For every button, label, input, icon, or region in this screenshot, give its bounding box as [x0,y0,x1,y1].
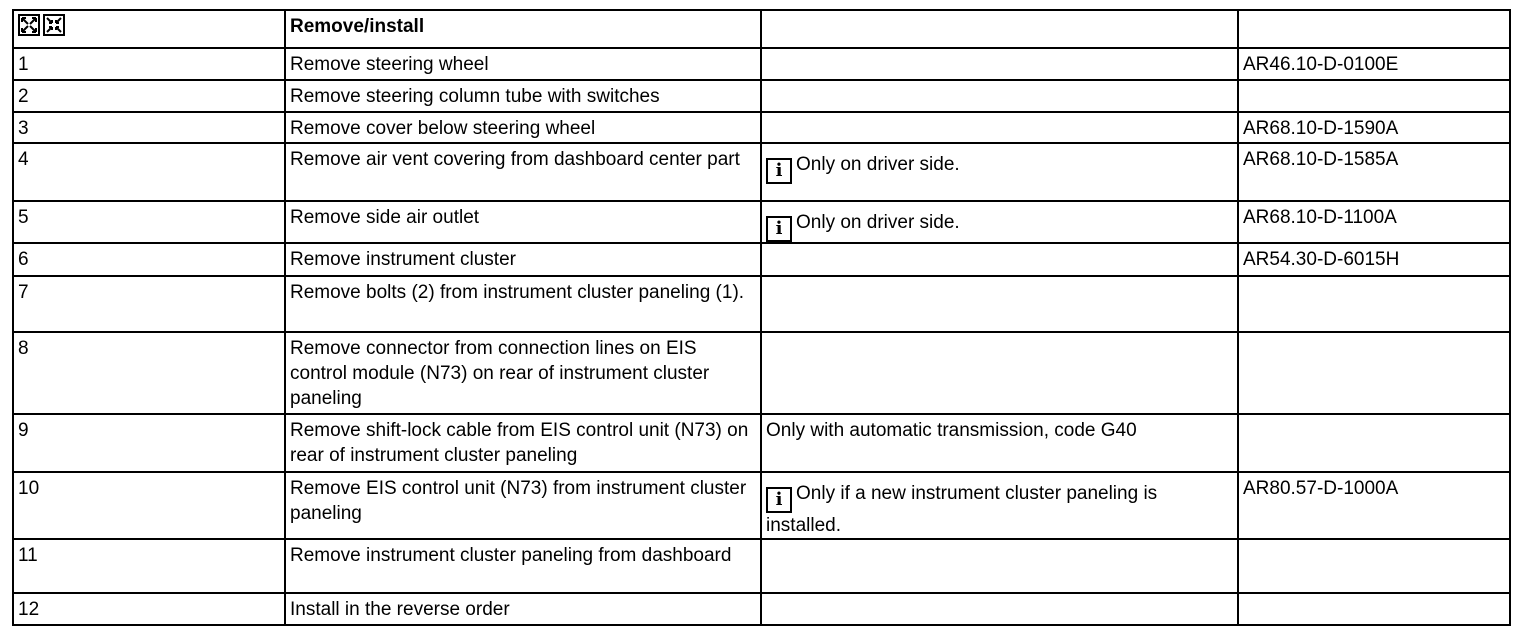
step-note [761,593,1238,625]
reference-code[interactable]: AR68.10-D-1100A [1238,201,1510,243]
step-note [761,243,1238,276]
reference-code[interactable] [1238,332,1510,414]
note-text: Only with automatic transmission, code G40 [766,420,1137,441]
table-row [13,48,1510,80]
step-note [761,201,1238,243]
step-action: Remove instrument cluster paneling from dashboard [285,539,761,593]
reference-code[interactable]: AR80.57-D-1000A [1238,472,1510,539]
step-action: Remove air vent covering from dashboard center part [285,143,761,201]
step-action: Remove shift-lock cable from EIS control unit (N73) on rear of instrument cluster paneling [285,414,761,472]
step-action: Remove side air outlet [285,201,761,243]
expand-arrows-icon[interactable] [18,14,40,36]
step-number: 7 [13,276,285,332]
step-number: 8 [13,332,285,414]
step-note [761,332,1238,414]
table-row [13,539,1510,593]
table-row [13,332,1510,414]
header-empty-3 [761,10,1238,48]
step-note [761,80,1238,112]
step-action: Remove steering column tube with switches [285,80,761,112]
header-remove-install: Remove/install [285,10,761,48]
step-note [761,143,1238,201]
info-icon: i [766,487,792,513]
reference-code[interactable] [1238,539,1510,593]
step-note [761,48,1238,80]
note-text: Only on driver side. [796,212,960,233]
step-number: 11 [13,539,285,593]
step-number: 1 [13,48,285,80]
reference-code[interactable]: AR68.10-D-1590A [1238,112,1510,143]
step-number: 10 [13,472,285,539]
table-row [13,80,1510,112]
header-icons-cell [13,10,285,48]
reference-code[interactable] [1238,414,1510,472]
step-action: Remove steering wheel [285,48,761,80]
step-action: Install in the reverse order [285,593,761,625]
step-note [761,414,1238,472]
table-row [13,243,1510,276]
step-action: Remove bolts (2) from instrument cluster paneling (1). [285,276,761,332]
reference-code[interactable]: AR54.30-D-6015H [1238,243,1510,276]
table-row [13,593,1510,625]
table-row [13,276,1510,332]
note-text: Only if a new instrument cluster paneling is installed. [766,483,1158,536]
step-note [761,472,1238,539]
table-row [13,143,1510,201]
table-row [13,201,1510,243]
reference-code[interactable]: AR46.10-D-0100E [1238,48,1510,80]
step-number: 9 [13,414,285,472]
step-note [761,112,1238,143]
info-icon: i [766,158,792,184]
table-row [13,112,1510,143]
step-action: Remove instrument cluster [285,243,761,276]
step-number: 5 [13,201,285,243]
reference-code[interactable] [1238,593,1510,625]
table-row [13,472,1510,539]
step-action: Remove EIS control unit (N73) from instrument cluster paneling [285,472,761,539]
step-number: 6 [13,243,285,276]
step-note [761,539,1238,593]
step-action: Remove cover below steering wheel [285,112,761,143]
table-header-row [13,10,1510,48]
procedure-table [12,9,1511,626]
step-number: 3 [13,112,285,143]
step-number: 2 [13,80,285,112]
step-number: 12 [13,593,285,625]
note-text: Only on driver side. [796,154,960,175]
reference-code[interactable]: AR68.10-D-1585A [1238,143,1510,201]
step-action: Remove connector from connection lines on EIS control module (N73) on rear of instrument cluster paneling [285,332,761,414]
header-empty-4 [1238,10,1510,48]
reference-code[interactable] [1238,276,1510,332]
reference-code[interactable] [1238,80,1510,112]
collapse-arrows-icon[interactable] [43,14,65,36]
table-row [13,414,1510,472]
step-number: 4 [13,143,285,201]
step-note [761,276,1238,332]
info-icon: i [766,216,792,242]
